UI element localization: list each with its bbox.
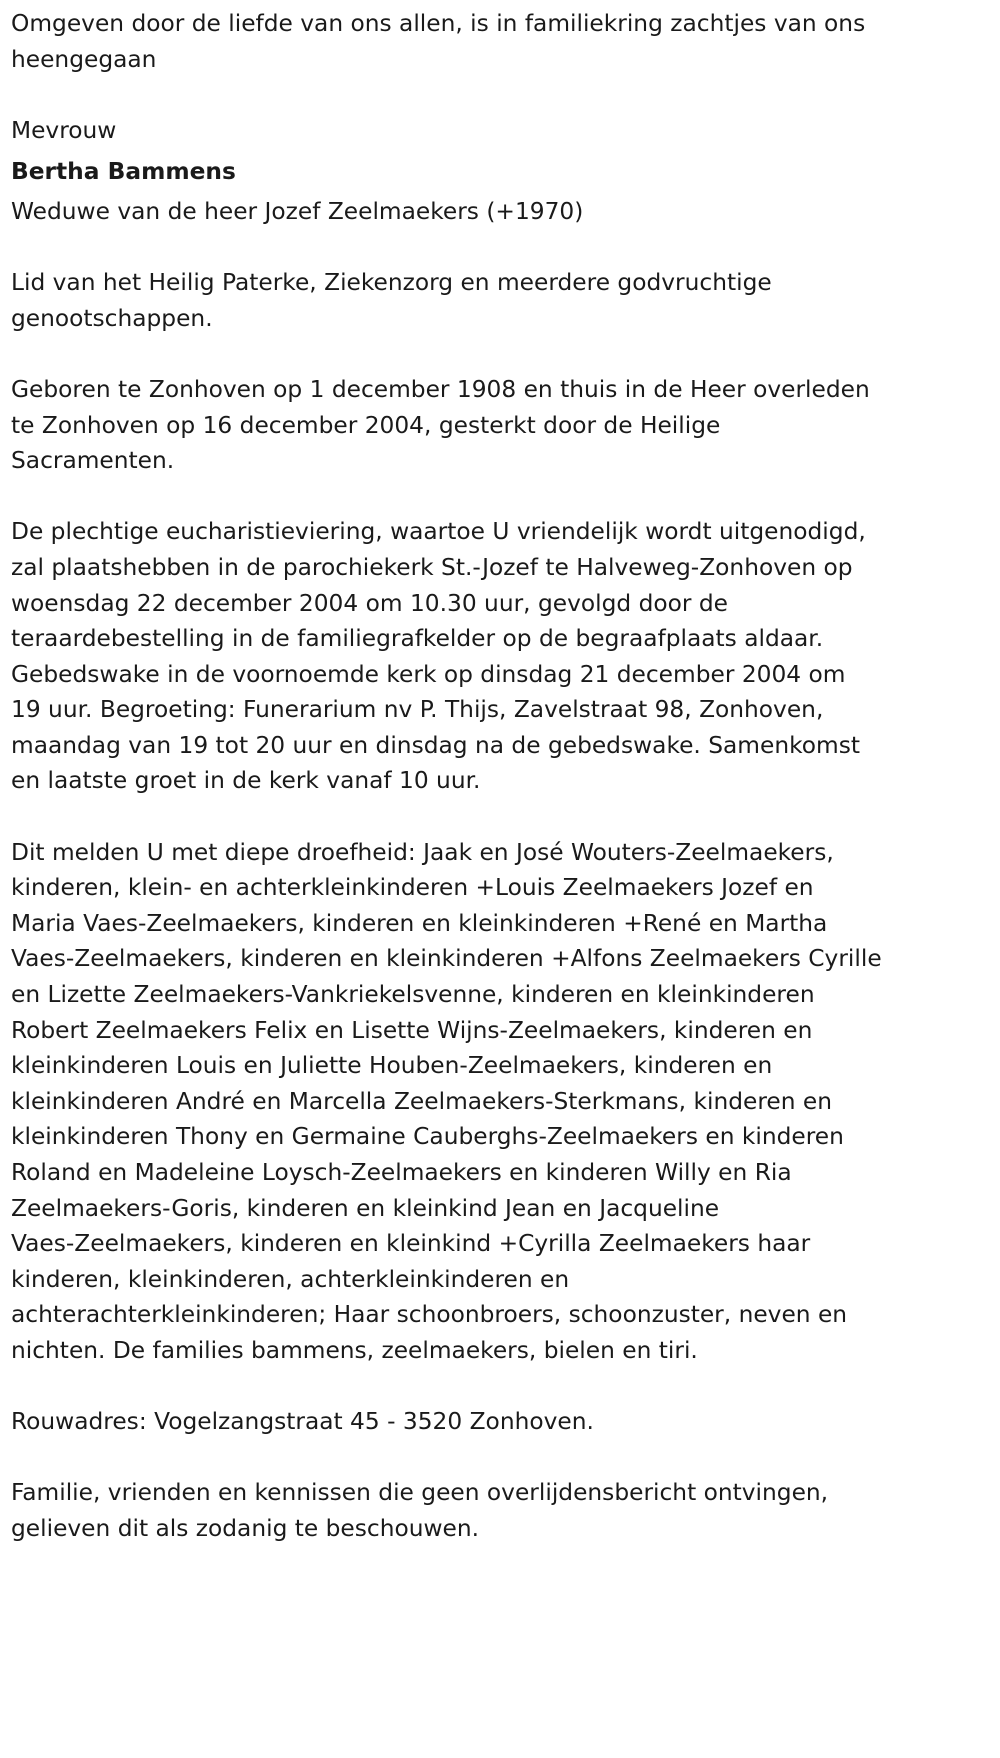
- family-line-6: Robert Zeelmaekers Felix en Lisette Wijns-Zeelmaekers, kinderen en: [11, 1016, 813, 1044]
- family-line-12: Vaes-Zeelmaekers, kinderen en kleinkind +Cyrilla Zeelmaekers haar: [11, 1230, 811, 1258]
- intro-line-1: Omgeven door de liefde van ons allen, is in familiekring zachtjes van ons: [11, 10, 866, 37]
- ceremony-line-1: De plechtige eucharistieviering, waartoe U vriendelijk wordt uitgenodigd,: [11, 518, 866, 546]
- spouse-line: Weduwe van de heer Jozef Zeelmaekers (+1970): [11, 197, 584, 225]
- family-line-5: en Lizette Zeelmaekers-Vankriekelsvenne, kinderen en kleinkinderen: [11, 981, 815, 1009]
- birth-death-line-2: te Zonhoven op 16 december 2004, gesterkt door de Heilige: [11, 411, 721, 439]
- address-line: Rouwadres: Vogelzangstraat 45 - 3520 Zonhoven.: [11, 1408, 594, 1436]
- family-line-15: nichten. De families bammens, zeelmaekers, bielen en tiri.: [11, 1336, 698, 1364]
- family-line-14: achterachterkleinkinderen; Haar schoonbroers, schoonzuster, neven en: [11, 1301, 848, 1329]
- closing-paragraph: [11, 1475, 1000, 1546]
- family-line-4: Vaes-Zeelmaekers, kinderen en kleinkinderen +Alfons Zeelmaekers Cyrille: [11, 945, 882, 973]
- spacer: [11, 1369, 1000, 1405]
- family-line-3: Maria Vaes-Zeelmaekers, kinderen en kleinkinderen +René en Martha: [11, 909, 828, 937]
- family-line-11: Zeelmaekers-Goris, kinderen en kleinkind Jean en Jacqueline: [11, 1194, 720, 1222]
- ceremony-line-7: maandag van 19 tot 20 uur en dinsdag na de gebedswake. Samenkomst: [11, 731, 860, 759]
- family-line-9: kleinkinderen Thony en Germaine Cauberghs-Zeelmaekers en kinderen: [11, 1123, 844, 1151]
- family-line-10: Roland en Madeleine Loysch-Zeelmaekers en kinderen Willy en Ria: [11, 1159, 792, 1186]
- family-line-13: kinderen, kleinkinderen, achterkleinkinderen en: [11, 1265, 570, 1293]
- family-line-7: kleinkinderen Louis en Juliette Houben-Zeelmaekers, kinderen en: [11, 1052, 773, 1080]
- family-line-2: kinderen, klein- en achterkleinkinderen +Louis Zeelmaekers Jozef en: [11, 874, 814, 902]
- birth-death-paragraph: [11, 372, 1000, 479]
- closing-line-1: Familie, vrienden en kennissen die geen overlijdensbericht ontvingen,: [11, 1479, 829, 1507]
- memberships-line-2: genootschappen.: [11, 304, 213, 332]
- ceremony-line-6: 19 uur. Begroeting: Funerarium nv P. Thijs, Zavelstraat 98, Zonhoven,: [11, 696, 824, 724]
- spacer: [11, 479, 1000, 515]
- ceremony-line-2: zal plaatshebben in de parochiekerk St.-Jozef te Halveweg-Zonhoven op: [11, 553, 853, 581]
- closing-line-2: gelieven dit als zodanig te beschouwen.: [11, 1514, 480, 1542]
- ceremony-line-3: woensdag 22 december 2004 om 10.30 uur, gevolgd door de: [11, 589, 728, 617]
- ceremony-line-4: teraardebestelling in de familiegrafkelder op de begraafplaats aldaar.: [11, 625, 824, 653]
- ceremony-line-8: en laatste groet in de kerk vanaf 10 uur.: [11, 767, 481, 795]
- deceased-block: [11, 113, 1000, 230]
- memberships-paragraph: [11, 265, 1000, 336]
- spacer: [11, 336, 1000, 372]
- spacer: [11, 77, 1000, 113]
- intro-line-2: heengegaan: [11, 45, 157, 73]
- ceremony-paragraph: [11, 514, 1000, 799]
- family-line-8: kleinkinderen André en Marcella Zeelmaekers-Sterkmans, kinderen en: [11, 1087, 833, 1115]
- intro-paragraph: [11, 6, 1000, 77]
- salutation: Mevrouw: [11, 116, 117, 144]
- family-paragraph: [11, 835, 1000, 1369]
- birth-death-line-3: Sacramenten.: [11, 447, 175, 475]
- family-line-1: Dit melden U met diepe droefheid: Jaak en José Wouters-Zeelmaekers,: [11, 838, 834, 866]
- address-paragraph: [11, 1404, 1000, 1440]
- birth-death-line-1: Geboren te Zonhoven op 1 december 1908 en thuis in de Heer overleden: [11, 375, 870, 403]
- ceremony-line-5: Gebedswake in de voornoemde kerk op dinsdag 21 december 2004 om: [11, 660, 846, 688]
- spacer: [11, 230, 1000, 266]
- memberships-line-1: Lid van het Heilig Paterke, Ziekenzorg en meerdere godvruchtige: [11, 269, 772, 297]
- spacer: [11, 1440, 1000, 1476]
- deceased-name: Bertha Bammens: [11, 158, 236, 186]
- spacer: [11, 799, 1000, 835]
